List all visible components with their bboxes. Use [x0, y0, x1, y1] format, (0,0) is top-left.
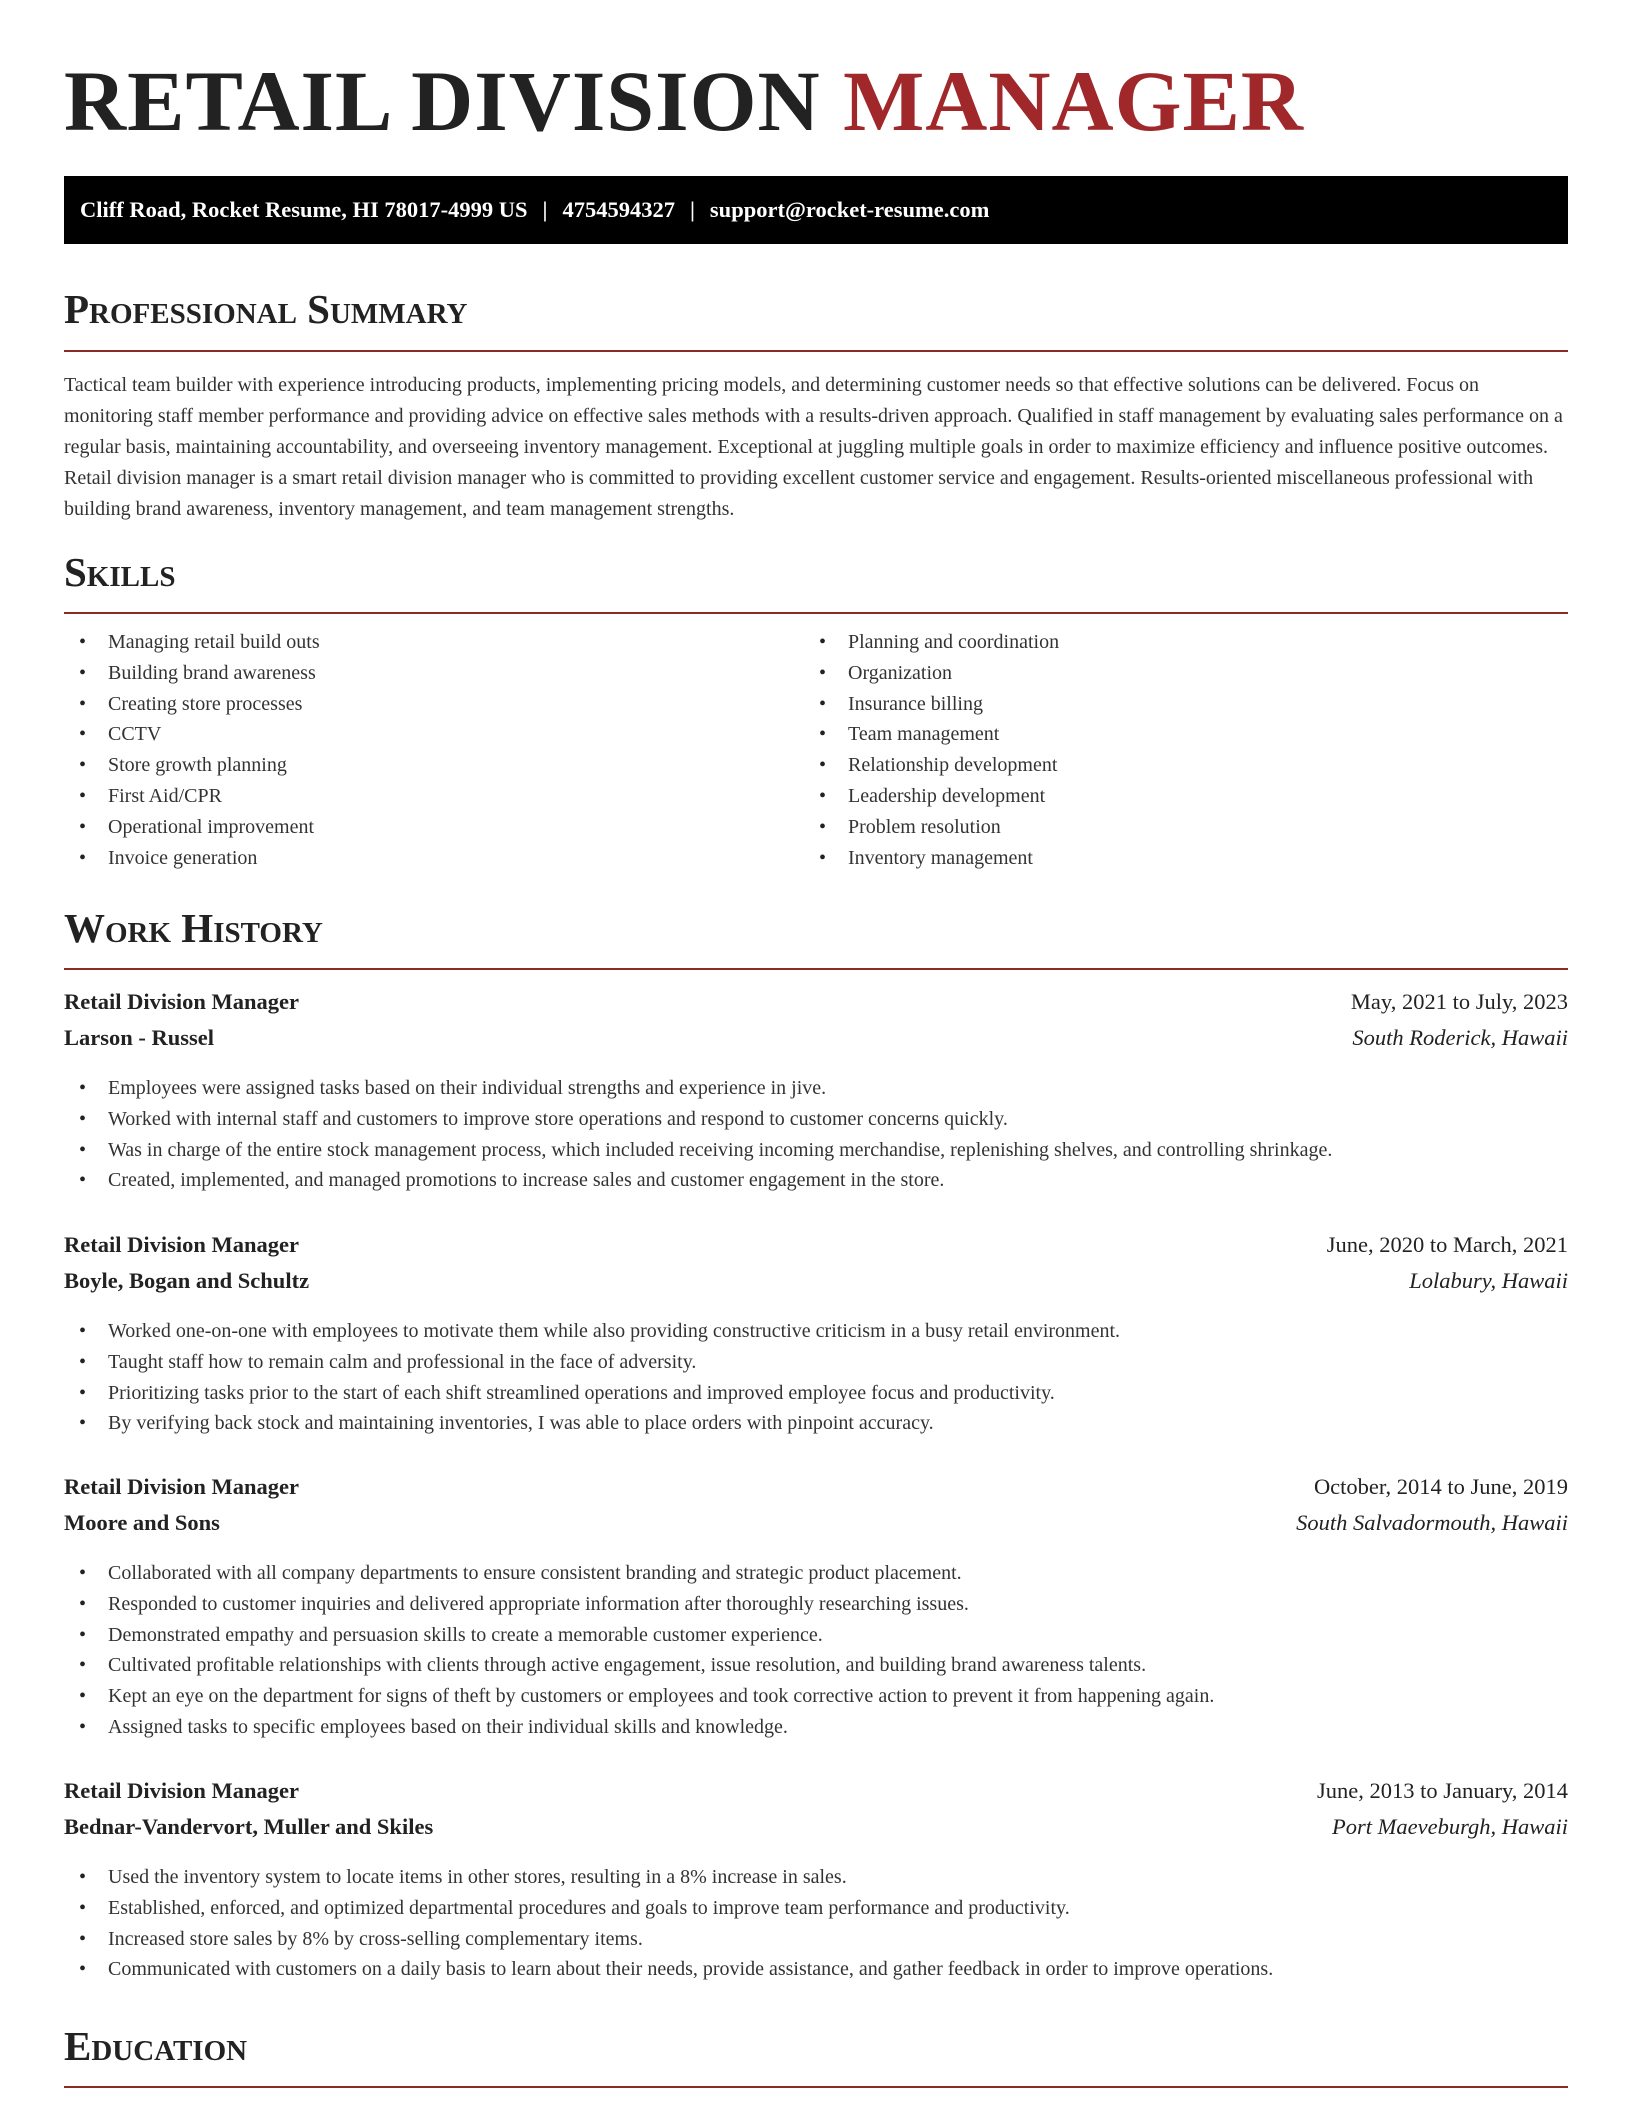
job-duties-list [64, 1862, 1568, 1985]
skills-list-right [804, 627, 1059, 873]
job-duty: • Was in charge of the entire stock management process, which included receiving incoming merchandise, replenishing shelves, and controlling shrinkage. [64, 1135, 1568, 1166]
summary-heading: Professional Summary [64, 286, 468, 332]
skill-item: • Building brand awareness [64, 658, 320, 689]
skill-item: • First Aid/CPR [64, 781, 320, 812]
job-duty: • Demonstrated empathy and persuasion skills to create a memorable customer experience. [64, 1620, 1568, 1651]
work-history-heading: Work History [64, 905, 323, 951]
job-duties-list [64, 1558, 1568, 1743]
job-company: Boyle, Bogan and Schultz [64, 1268, 310, 1293]
job-duty: • Kept an eye on the department for signs of theft by customers or employees and took corrective action to prevent it from happening again. [64, 1681, 1568, 1712]
job-location: Port Maeveburgh, Hawaii [1331, 1814, 1568, 1839]
education-heading: Education [64, 2023, 248, 2069]
job-title: Retail Division Manager [64, 1232, 299, 1257]
skill-item: • Problem resolution [804, 812, 1059, 843]
title-part-2-accent: MANAGER [843, 53, 1304, 149]
contact-phone: 4754594327 [562, 197, 675, 222]
skills-divider [64, 612, 1568, 614]
job-duty: • By verifying back stock and maintaining inventories, I was able to place orders with pinpoint accuracy. [64, 1408, 1568, 1439]
job-company: Moore and Sons [64, 1510, 220, 1535]
job-duty: • Assigned tasks to specific employees based on their individual skills and knowledge. [64, 1712, 1568, 1743]
job-entry [64, 989, 1568, 1196]
contact-separator: | [689, 197, 695, 222]
job-location: South Salvadormouth, Hawaii [1296, 1510, 1568, 1535]
job-duty: • Cultivated profitable relationships with clients through active engagement, issue resolution, and building brand awareness talents. [64, 1650, 1568, 1681]
skill-item: • Inventory management [804, 843, 1059, 874]
job-entry [64, 1778, 1568, 1985]
job-title: Retail Division Manager [64, 1474, 299, 1499]
job-entry [64, 1474, 1568, 1743]
job-duty: • Employees were assigned tasks based on their individual strengths and experience in jive. [64, 1073, 1568, 1104]
contact-email: support@rocket-resume.com [709, 197, 990, 222]
skill-item: • Relationship development [804, 750, 1059, 781]
job-duty: • Established, enforced, and optimized departmental procedures and goals to improve team performance and productivity. [64, 1893, 1568, 1924]
job-duty: • Prioritizing tasks prior to the start of each shift streamlined operations and improved employee focus and productivity. [64, 1378, 1568, 1409]
skills-list-left [64, 627, 320, 873]
job-title: Retail Division Manager [64, 989, 299, 1014]
skills-heading: Skills [64, 549, 176, 595]
job-entry [64, 1232, 1568, 1439]
skill-item: • Team management [804, 719, 1059, 750]
resume-title [64, 53, 1304, 149]
job-dates: June, 2020 to March, 2021 [1326, 1232, 1568, 1257]
job-dates: May, 2021 to July, 2023 [1350, 989, 1568, 1014]
skill-item: • CCTV [64, 719, 320, 750]
job-dates: June, 2013 to January, 2014 [1316, 1778, 1568, 1803]
job-duty: • Increased store sales by 8% by cross-selling complementary items. [64, 1924, 1568, 1955]
summary-divider [64, 350, 1568, 352]
job-company: Larson - Russel [64, 1025, 215, 1050]
job-company: Bednar-Vandervort, Muller and Skiles [64, 1814, 434, 1839]
job-duty: • Taught staff how to remain calm and professional in the face of adversity. [64, 1347, 1568, 1378]
job-location: South Roderick, Hawaii [1352, 1025, 1568, 1050]
job-duty: • Used the inventory system to locate items in other stores, resulting in a 8% increase in sales. [64, 1862, 1568, 1893]
skill-item: • Planning and coordination [804, 627, 1059, 658]
skill-item: • Organization [804, 658, 1059, 689]
job-duty: • Worked one-on-one with employees to motivate them while also providing constructive criticism in a busy retail environment. [64, 1316, 1568, 1347]
skill-item: • Insurance billing [804, 689, 1059, 720]
job-duty: • Responded to customer inquiries and delivered appropriate information after thoroughly researching issues. [64, 1589, 1568, 1620]
contact-bar [64, 176, 1568, 244]
skill-item: • Creating store processes [64, 689, 320, 720]
skill-item: • Store growth planning [64, 750, 320, 781]
work-history-divider [64, 968, 1568, 970]
skill-item: • Leadership development [804, 781, 1059, 812]
title-part-1: RETAIL DIVISION [64, 53, 821, 149]
contact-separator: | [542, 197, 548, 222]
job-duties-list [64, 1316, 1568, 1439]
job-duty: • Created, implemented, and managed promotions to increase sales and customer engagement in the store. [64, 1165, 1568, 1196]
skill-item: • Operational improvement [64, 812, 320, 843]
job-title: Retail Division Manager [64, 1778, 299, 1803]
skill-item: • Invoice generation [64, 843, 320, 874]
job-duties-list [64, 1073, 1568, 1196]
job-location: Lolabury, Hawaii [1409, 1268, 1568, 1293]
job-duty: • Communicated with customers on a daily basis to learn about their needs, provide assistance, and gather feedback in order to improve operations. [64, 1954, 1568, 1985]
job-dates: October, 2014 to June, 2019 [1313, 1474, 1568, 1499]
job-duty: • Worked with internal staff and customers to improve store operations and respond to customer concerns quickly. [64, 1104, 1568, 1135]
summary-text: Tactical team builder with experience introducing products, implementing pricing models, and determining customer needs so that effective solutions can be delivered. Focus on monitoring staff member performance and providing advice on effective sales methods with a results-driven approach. Qualified in staff management by evaluating sales performance on a regular basis, maintaining accountability, and overseeing inventory management. Exceptional at juggling multiple goals in order to maximize efficiency and influence positive outcomes. Retail division manager is a smart retail division manager who is committed to providing excellent customer service and engagement. Results-oriented miscellaneous professional with building brand awareness, inventory management, and team management strengths. [64, 374, 1563, 520]
education-divider [64, 2086, 1568, 2088]
contact-address: Cliff Road, Rocket Resume, HI 78017-4999 US [80, 197, 528, 222]
skill-item: • Managing retail build outs [64, 627, 320, 658]
job-duty: • Collaborated with all company departments to ensure consistent branding and strategic product placement. [64, 1558, 1568, 1589]
